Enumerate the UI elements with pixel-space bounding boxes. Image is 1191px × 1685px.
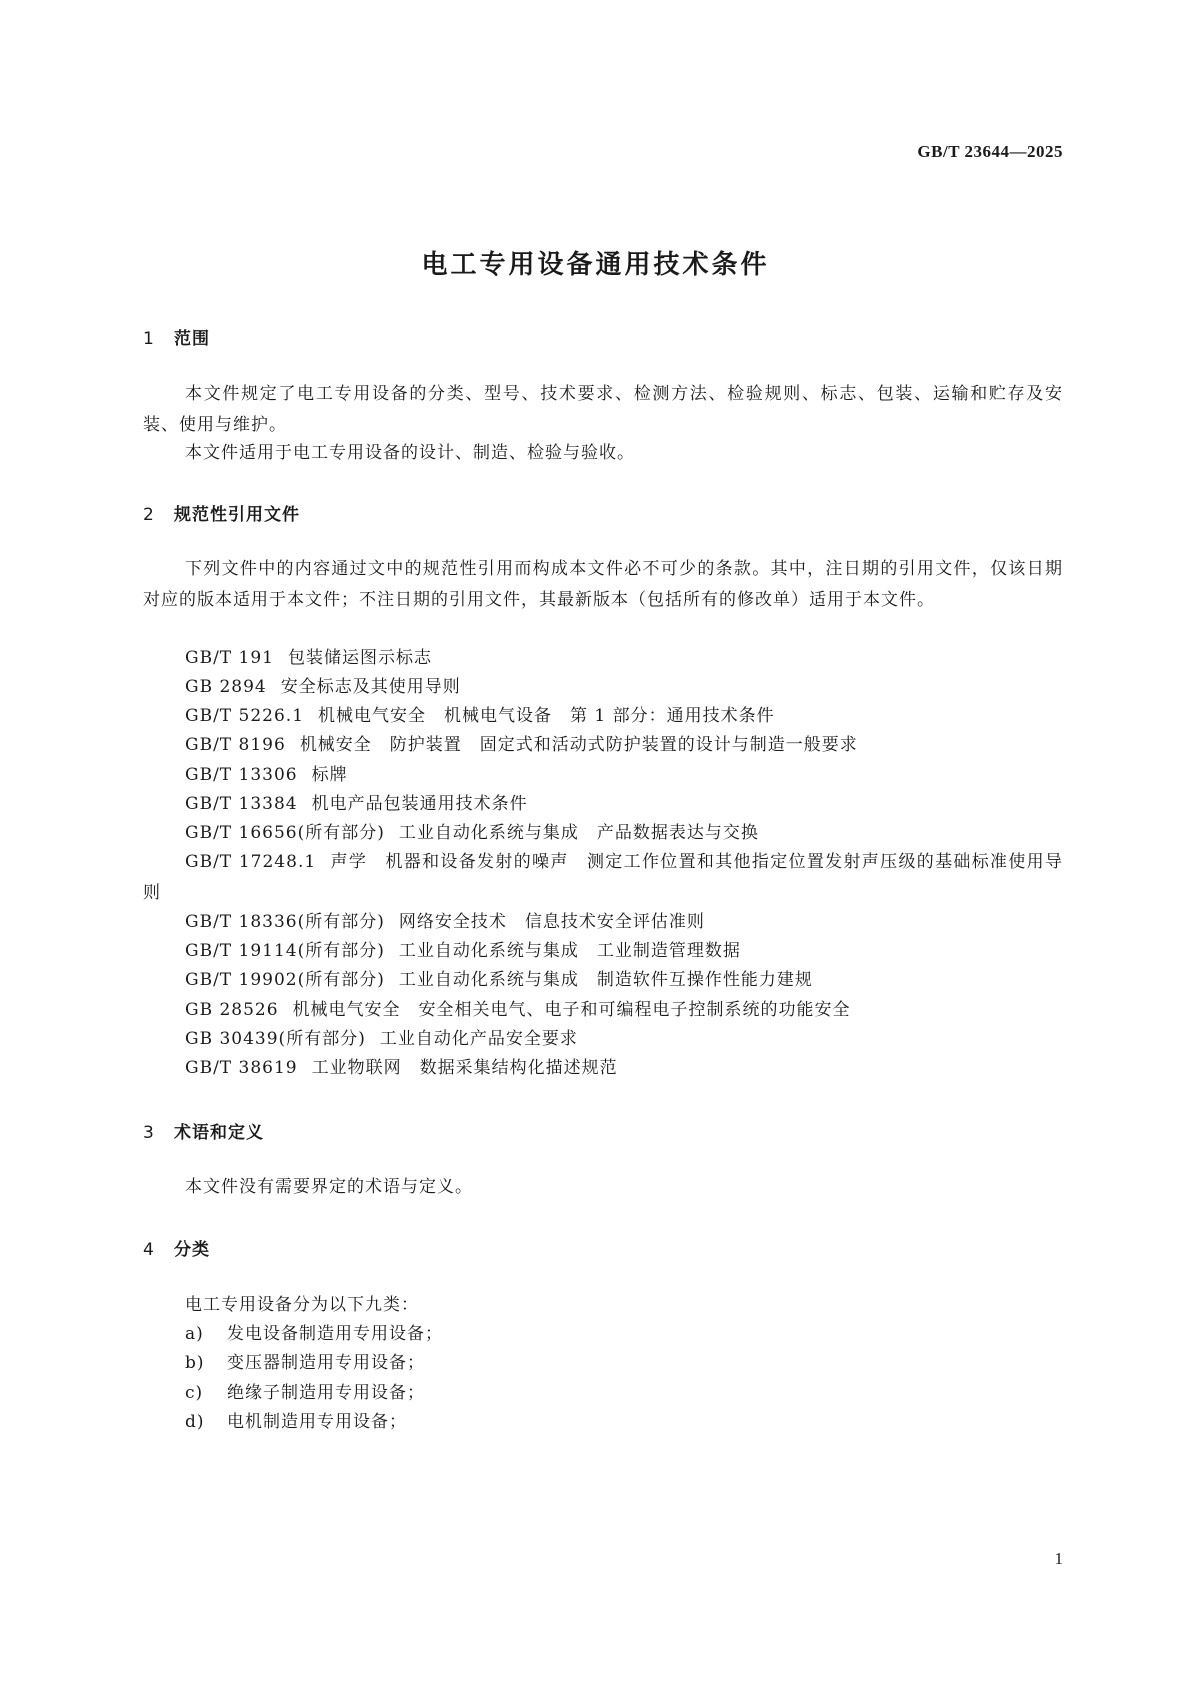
scope-paragraph-1: 本文件规定了电工专用设备的分类、型号、技术要求、检测方法、检验规则、标志、包装、运输和贮存及安装、使用与维护。 bbox=[143, 384, 1063, 435]
reference-code: GB 30439(所有部分) bbox=[185, 1029, 366, 1049]
reference-title: 工业自动化系统与集成 制造软件互操作性能力建规 bbox=[398, 970, 813, 990]
list-item-label: d) bbox=[185, 1412, 205, 1432]
reference-code: GB/T 191 bbox=[185, 648, 274, 668]
reference-item bbox=[185, 818, 759, 849]
reference-code: GB/T 8196 bbox=[185, 735, 286, 755]
standard-number: GB/T 23644—2025 bbox=[917, 142, 1063, 161]
list-item-text: 变压器制造用专用设备； bbox=[227, 1353, 425, 1373]
reference-title: 标牌 bbox=[311, 765, 348, 785]
reference-code: GB/T 18336(所有部分) bbox=[185, 912, 385, 932]
reference-item bbox=[185, 789, 528, 820]
reference-code: GB/T 13384 bbox=[185, 794, 298, 814]
list-item-label: a) bbox=[185, 1324, 204, 1344]
reference-item bbox=[185, 965, 813, 996]
terms-paragraph: 本文件没有需要界定的术语与定义。 bbox=[185, 1177, 473, 1197]
reference-item bbox=[185, 1053, 618, 1084]
list-item bbox=[185, 1378, 425, 1409]
list-item bbox=[185, 1319, 443, 1350]
classification-intro: 电工专用设备分为以下九类： bbox=[185, 1295, 419, 1315]
section-title: 规范性引用文件 bbox=[174, 505, 300, 525]
section-number: 2 bbox=[143, 505, 155, 525]
list-item-text: 发电设备制造用专用设备； bbox=[227, 1324, 443, 1344]
reference-item bbox=[185, 701, 775, 732]
reference-item bbox=[185, 907, 705, 938]
reference-code: GB/T 5226.1 bbox=[185, 706, 305, 726]
list-item-label: c) bbox=[185, 1383, 204, 1403]
reference-item bbox=[143, 847, 1063, 909]
reference-item bbox=[185, 936, 741, 967]
reference-item bbox=[185, 995, 851, 1026]
reference-title: 包装储运图示标志 bbox=[288, 648, 432, 668]
section-number: 3 bbox=[143, 1123, 155, 1143]
reference-title: 机械安全 防护装置 固定式和活动式防护装置的设计与制造一般要求 bbox=[299, 735, 858, 755]
reference-title: 机械电气安全 机械电气设备 第 1 部分：通用技术条件 bbox=[318, 706, 775, 726]
reference-code: GB/T 38619 bbox=[185, 1058, 298, 1078]
reference-code: GB/T 17248.1 bbox=[185, 852, 317, 872]
reference-item bbox=[185, 760, 348, 791]
reference-title: 工业自动化产品安全要求 bbox=[379, 1029, 578, 1049]
page-number: 1 bbox=[1054, 1549, 1063, 1568]
section-number: 1 bbox=[143, 329, 155, 349]
section-2-heading bbox=[143, 500, 300, 525]
section-3-heading bbox=[143, 1118, 264, 1143]
list-item bbox=[185, 1348, 425, 1379]
reference-item bbox=[185, 643, 432, 674]
section-1-heading bbox=[143, 324, 210, 349]
section-title: 范围 bbox=[174, 329, 210, 349]
list-item-text: 绝缘子制造用专用设备； bbox=[227, 1383, 425, 1403]
list-item-text: 电机制造用专用设备； bbox=[227, 1412, 407, 1432]
reference-title: 工业物联网 数据采集结构化描述规范 bbox=[311, 1058, 618, 1078]
reference-item bbox=[185, 672, 461, 703]
section-title: 术语和定义 bbox=[174, 1123, 264, 1143]
section-4-heading bbox=[143, 1235, 210, 1260]
reference-title: 工业自动化系统与集成 工业制造管理数据 bbox=[398, 941, 741, 961]
references-intro: 下列文件中的内容通过文中的规范性引用而构成本文件必不可少的条款。其中，注日期的引用文件，仅该日期对应的版本适用于本文件；不注日期的引用文件，其最新版本（包括所有的修改单）适用于本文件。 bbox=[143, 559, 1063, 610]
reference-code: GB/T 16656(所有部分) bbox=[185, 823, 385, 843]
scope-paragraph-2: 本文件适用于电工专用设备的设计、制造、检验与验收。 bbox=[185, 443, 635, 463]
reference-title: 声学 机器和设备发射的噪声 测定工作位置和其他指定位置发射声压级的基础标准使用导则 bbox=[143, 852, 1064, 903]
reference-code: GB/T 19902(所有部分) bbox=[185, 970, 385, 990]
reference-title: 工业自动化系统与集成 产品数据表达与交换 bbox=[398, 823, 759, 843]
reference-title: 安全标志及其使用导则 bbox=[280, 677, 461, 697]
list-item-label: b) bbox=[185, 1353, 205, 1373]
section-title: 分类 bbox=[174, 1240, 210, 1260]
section-number: 4 bbox=[143, 1240, 155, 1260]
reference-item bbox=[185, 730, 858, 761]
reference-title: 机械电气安全 安全相关电气、电子和可编程电子控制系统的功能安全 bbox=[292, 1000, 851, 1020]
list-item bbox=[185, 1407, 407, 1438]
reference-code: GB 2894 bbox=[185, 677, 267, 697]
document-title: 电工专用设备通用技术条件 bbox=[421, 250, 770, 280]
reference-code: GB/T 19114(所有部分) bbox=[185, 941, 385, 961]
reference-code: GB/T 13306 bbox=[185, 765, 298, 785]
reference-title: 机电产品包装通用技术条件 bbox=[311, 794, 528, 814]
reference-title: 网络安全技术 信息技术安全评估准则 bbox=[398, 912, 705, 932]
reference-item bbox=[185, 1024, 578, 1055]
reference-code: GB 28526 bbox=[185, 1000, 279, 1020]
